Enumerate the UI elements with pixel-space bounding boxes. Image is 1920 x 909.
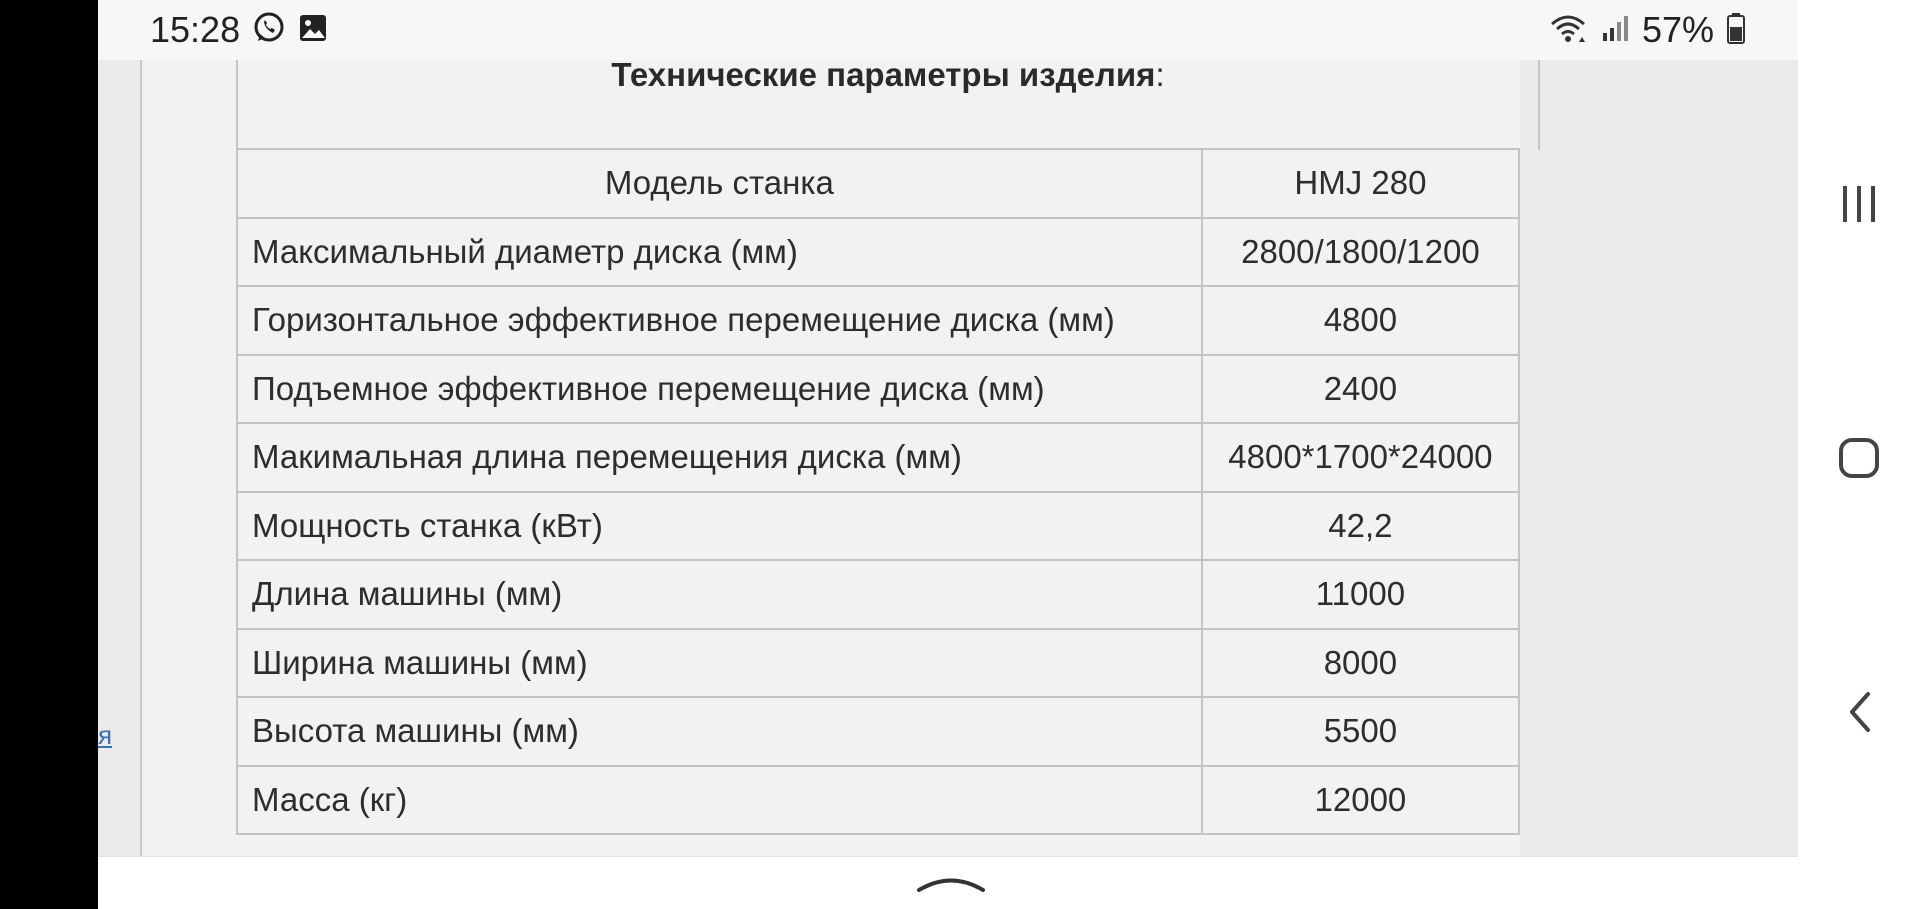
home-button[interactable] (1798, 436, 1920, 485)
table-row (237, 629, 1519, 698)
whatsapp-icon (252, 11, 286, 50)
table-row (237, 492, 1519, 561)
status-time: 15:28 (150, 9, 241, 50)
wifi-icon (1548, 12, 1588, 49)
signal-icon (1600, 13, 1630, 48)
navigation-bar (1798, 0, 1920, 909)
spec-table (236, 148, 1520, 835)
recent-apps-button[interactable] (1798, 182, 1920, 231)
row-value: 11000 (1202, 560, 1519, 629)
side-link[interactable]: я (98, 720, 113, 750)
spec-title (238, 60, 1538, 94)
spec-title-bold: Технические параметры изделия (611, 60, 1156, 93)
browser-screen (98, 0, 1798, 909)
row-value: 42,2 (1202, 492, 1519, 561)
table-row (237, 560, 1519, 629)
web-page[interactable] (98, 60, 1798, 856)
row-label: Макимальная длина перемещения диска (мм) (237, 423, 1202, 492)
row-value: 4800*1700*24000 (1202, 423, 1519, 492)
header-label: Модель станка (237, 149, 1202, 218)
row-label: Высота машины (мм) (237, 697, 1202, 766)
row-value: 2400 (1202, 355, 1519, 424)
back-icon (1844, 690, 1874, 739)
row-label: Горизонтальное эффективное перемещение диска (мм) (237, 286, 1202, 355)
table-row (237, 766, 1519, 835)
table-row (237, 355, 1519, 424)
spec-title-suffix: : (1155, 60, 1165, 93)
chevron-up-icon[interactable] (916, 875, 986, 898)
bottom-toolbar (98, 856, 1798, 909)
table-row (237, 697, 1519, 766)
status-left (150, 9, 328, 51)
row-value: 8000 (1202, 629, 1519, 698)
battery-icon (1726, 12, 1746, 49)
spec-title-cell (236, 60, 1540, 150)
gallery-icon (298, 13, 328, 48)
row-value: 12000 (1202, 766, 1519, 835)
row-value: 2800/1800/1200 (1202, 218, 1519, 287)
recent-apps-icon (1839, 182, 1879, 231)
row-label: Максимальный диаметр диска (мм) (237, 218, 1202, 287)
row-label: Подъемное эффективное перемещение диска (мм) (237, 355, 1202, 424)
table-row (237, 286, 1519, 355)
row-label: Ширина машины (мм) (237, 629, 1202, 698)
content-panel (140, 60, 1520, 856)
row-value: 4800 (1202, 286, 1519, 355)
back-button[interactable] (1798, 690, 1920, 739)
status-right (1548, 9, 1746, 51)
home-icon (1837, 436, 1881, 485)
status-bar (98, 0, 1798, 60)
table-row (237, 218, 1519, 287)
row-label: Масса (кг) (237, 766, 1202, 835)
table-row (237, 423, 1519, 492)
row-label: Мощность станка (кВт) (237, 492, 1202, 561)
row-label: Длина машины (мм) (237, 560, 1202, 629)
header-value: HMJ 280 (1202, 149, 1519, 218)
battery-percent: 57% (1641, 9, 1714, 50)
table-header-row (237, 149, 1519, 218)
row-value: 5500 (1202, 697, 1519, 766)
